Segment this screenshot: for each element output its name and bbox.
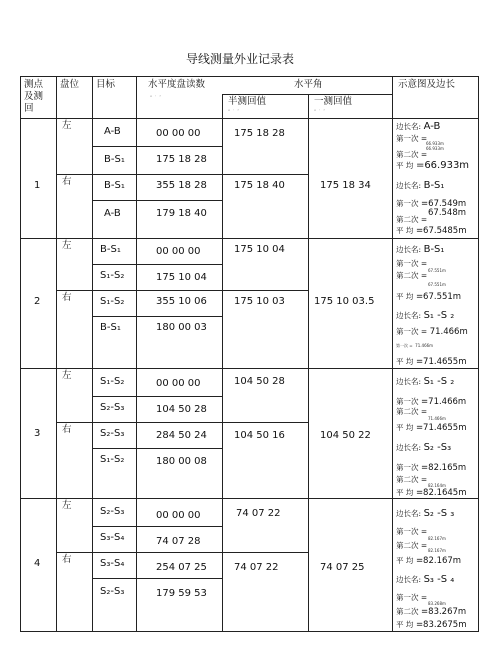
half-round-left: 104 50 28 [234, 376, 285, 387]
target: S₁-S₂ [100, 376, 125, 387]
second-measure-row [396, 606, 466, 617]
table-hline [92, 448, 222, 449]
station-number: 2 [34, 296, 41, 307]
first-measure-label: 第一次 = [396, 327, 428, 336]
average-label: 平 均 [396, 556, 414, 565]
table-hline [20, 118, 479, 119]
target: S₃-S₄ [100, 558, 125, 569]
reading: 00 00 00 [156, 510, 201, 521]
target: S₃-S₄ [100, 532, 125, 543]
half-round-left: 175 10 04 [234, 244, 285, 255]
target: S₁-S₂ [100, 454, 125, 465]
target: S₂-S₃ [100, 506, 125, 517]
second-measure-micro: 67.551m [428, 282, 446, 287]
reading: 355 18 28 [156, 180, 207, 191]
reading: 284 50 24 [156, 430, 207, 441]
edge-name-row [396, 574, 454, 585]
first-measure-row [396, 133, 427, 144]
header-half-round-unit: ° ′ ″ [228, 109, 240, 114]
target: S₂-S₃ [100, 428, 125, 439]
second-measure-label: 第二次 = [396, 150, 428, 159]
table-hline [20, 76, 479, 77]
edge-name-row [396, 180, 444, 191]
station-number: 3 [34, 428, 41, 439]
table-hline [92, 396, 222, 397]
target: S₁-S₂ [100, 270, 125, 281]
one-round-value: 175 10 03.5 [314, 296, 375, 307]
edge-name-row [396, 508, 454, 519]
average-row [396, 225, 467, 236]
first-measure-label: 第一次 [396, 199, 419, 208]
target: S₂-S₃ [100, 402, 125, 413]
header-station-line: 测点 [24, 79, 44, 90]
reading: 00 00 00 [156, 246, 201, 257]
face-left: 左 [62, 240, 72, 251]
average-label: 平 均 [396, 620, 414, 629]
target: B-S₁ [100, 244, 121, 255]
edge-value: S₁ -S ₂ [423, 310, 455, 321]
first-measure-row [396, 462, 466, 473]
reading: 74 07 28 [156, 536, 201, 547]
average-value: =71.4655m [415, 357, 467, 367]
second-measure-row [396, 340, 433, 349]
face-right: 右 [62, 176, 72, 187]
first-measure-label: 第一次 [396, 397, 419, 406]
edge-value: B-S₁ [423, 244, 445, 255]
second-measure-label: 第二次 = [396, 407, 428, 416]
face-left: 左 [62, 120, 72, 131]
table-hline [56, 552, 308, 553]
edge-label: 边长名: [396, 509, 422, 518]
face-right: 右 [62, 554, 72, 565]
first-measure-row [396, 326, 468, 337]
half-round-right: 74 07 22 [234, 562, 279, 573]
reading: 175 10 04 [156, 272, 207, 283]
face-left: 左 [62, 500, 72, 511]
table-hline [56, 174, 308, 175]
table-hline [20, 238, 479, 239]
second-measure-micro: 71.466m [428, 416, 446, 421]
target: S₁-S₂ [100, 296, 125, 307]
average-label: 平 均 [396, 292, 414, 301]
half-round-right: 175 10 03 [234, 296, 285, 307]
edge-label: 边长名: [396, 122, 422, 131]
edge-label: 边长名: [396, 443, 422, 452]
average-row [396, 160, 469, 171]
page-title: 导线测量外业记录表 [185, 52, 294, 66]
second-measure-label: 第二次 = [396, 541, 428, 550]
target: B-S₁ [104, 154, 125, 165]
average-row [396, 291, 461, 302]
edge-name-row [396, 442, 451, 453]
second-measure-label: 第二次 = [396, 215, 428, 224]
average-value: =83.2675m [415, 620, 467, 630]
average-value: =66.933m [415, 160, 470, 171]
average-value: =82.1645m [415, 488, 467, 498]
table-vline [92, 76, 93, 632]
first-measure-label: 第一次 = [396, 259, 428, 268]
target: B-S₁ [104, 180, 125, 191]
average-value: =71.4655m [415, 423, 467, 433]
header-target: 目标 [96, 79, 116, 90]
face-right: 右 [62, 292, 72, 303]
header-horizontal-angle: 水平角 [294, 79, 323, 90]
half-round-right: 104 50 16 [234, 430, 285, 441]
table-vline [478, 76, 479, 632]
second-measure-label: 第一次 = [396, 343, 413, 348]
reading: 180 00 03 [156, 322, 207, 333]
header-horizontal-reading: 水平度盘读数 [148, 79, 206, 90]
average-value: =82.167m [415, 556, 462, 566]
second-measure-micro: 82.167m [428, 548, 446, 553]
table-vline [392, 76, 393, 632]
edge-value: S₁ -S ₂ [423, 376, 455, 387]
edge-name-row [396, 310, 454, 321]
second-measure-label: 第二次 [396, 607, 419, 616]
header-one-round: 一测回值 [314, 96, 353, 107]
table-hline [92, 526, 222, 527]
edge-name-row [396, 376, 454, 387]
first-measure-label: 第一次 = [396, 593, 428, 602]
average-row [396, 356, 467, 367]
reading: 179 18 40 [156, 208, 207, 219]
reading: 180 00 08 [156, 456, 207, 467]
first-measure-label: 第一次 = [396, 527, 428, 536]
header-face: 盘位 [60, 79, 80, 90]
first-measure-value: 71.466m [429, 327, 468, 337]
first-measure-value: =71.466m [421, 397, 467, 407]
table-hline [92, 316, 222, 317]
target: S₂-S₃ [100, 586, 125, 597]
average-label: 平 均 [396, 161, 414, 170]
first-measure-value: =82.165m [421, 463, 467, 473]
average-value: =67.551m [415, 292, 462, 302]
one-round-value: 74 07 25 [320, 562, 365, 573]
station-number: 1 [34, 180, 41, 191]
average-row [396, 619, 467, 630]
second-measure-label: 第二次 = [396, 271, 428, 280]
one-round-value: 175 18 34 [320, 180, 371, 191]
half-round-left: 74 07 22 [236, 508, 281, 519]
edge-value: S₂ -S ₃ [423, 508, 455, 519]
second-measure-row [396, 149, 427, 160]
second-measure-row [396, 474, 427, 485]
edge-label: 边长名: [396, 311, 422, 320]
reading: 00 00 00 [156, 128, 201, 139]
first-measure-value: =67.549m [421, 199, 467, 209]
average-row [396, 487, 467, 498]
header-station [24, 79, 43, 115]
first-measure-label: 第一次 [396, 463, 419, 472]
header-station-line: 及测 [24, 91, 44, 102]
edge-label: 边长名: [396, 245, 422, 254]
reading: 179 59 53 [156, 588, 207, 599]
face-left: 左 [62, 370, 72, 381]
half-round-left: 175 18 28 [234, 128, 285, 139]
second-measure-value-row [428, 208, 466, 218]
first-measure-label: 第一次 = [396, 134, 428, 143]
first-measure-row [396, 592, 427, 603]
table-hline [56, 422, 308, 423]
first-measure-micro: 83.268m [428, 601, 446, 606]
first-measure-row [396, 258, 427, 269]
header-one-round-unit: ° ′ ″ [314, 109, 326, 114]
table-hline [56, 290, 308, 291]
header-station-line: 回 [24, 103, 34, 114]
second-measure-value: =83.267m [421, 607, 467, 617]
station-number: 4 [34, 558, 41, 569]
edge-value: B-S₁ [423, 180, 445, 191]
average-row [396, 555, 461, 566]
edge-value: S₂ -S₃ [423, 442, 452, 453]
average-label: 平 均 [396, 226, 414, 235]
table-hline [92, 146, 222, 147]
second-measure-row [396, 214, 427, 225]
second-measure-label: 第二次 = [396, 475, 428, 484]
second-measure-micro: 71.466m [415, 343, 434, 348]
edge-value: S₃ -S ₄ [423, 574, 455, 585]
second-measure-row [396, 406, 427, 417]
table-vline [308, 94, 309, 632]
reading: 355 10 06 [156, 296, 207, 307]
table-vline [20, 76, 21, 632]
target: A-B [104, 208, 121, 219]
reading: 175 18 28 [156, 154, 207, 165]
average-label: 平 均 [396, 357, 414, 366]
table-hline [92, 578, 222, 579]
target: B-S₁ [100, 322, 121, 333]
second-measure-micro: 82.164m [428, 483, 446, 488]
second-measure-row [396, 540, 427, 551]
first-measure-row [396, 526, 427, 537]
first-measure-micro: 66.933m [426, 141, 444, 146]
table-hline [20, 498, 479, 499]
header-half-round: 半测回值 [228, 96, 267, 107]
first-measure-micro: 82.167m [428, 536, 446, 541]
table-hline [20, 631, 479, 632]
edge-value: A-B [423, 121, 441, 132]
header-sketch: 示意图及边长 [398, 79, 456, 90]
edge-name-row [396, 121, 440, 132]
edge-label: 边长名: [396, 181, 422, 190]
average-label: 平 均 [396, 423, 414, 432]
second-measure-value: 67.548m [428, 208, 467, 218]
half-round-right: 175 18 40 [234, 180, 285, 191]
table-hline [20, 368, 479, 369]
table-hline [92, 264, 222, 265]
edge-label: 边长名: [396, 575, 422, 584]
first-measure-micro: 66.933m [426, 146, 444, 151]
first-measure-micro: 67.551m [428, 268, 446, 273]
edge-name-row [396, 244, 444, 255]
table-hline [92, 200, 222, 201]
table-hline [222, 94, 392, 95]
average-value: =67.5485m [415, 226, 467, 236]
table-vline [136, 76, 137, 632]
second-measure-row [396, 270, 427, 281]
one-round-value: 104 50 22 [320, 430, 371, 441]
table-vline [56, 76, 57, 632]
average-label: 平 均 [396, 488, 414, 497]
header-horizontal-reading-unit: ° ′ ″ [150, 95, 162, 100]
reading: 254 07 25 [156, 562, 207, 573]
target: A-B [104, 126, 121, 137]
edge-label: 边长名: [396, 377, 422, 386]
average-row [396, 422, 467, 433]
reading: 00 00 00 [156, 378, 201, 389]
reading: 104 50 28 [156, 404, 207, 415]
face-right: 右 [62, 424, 72, 435]
